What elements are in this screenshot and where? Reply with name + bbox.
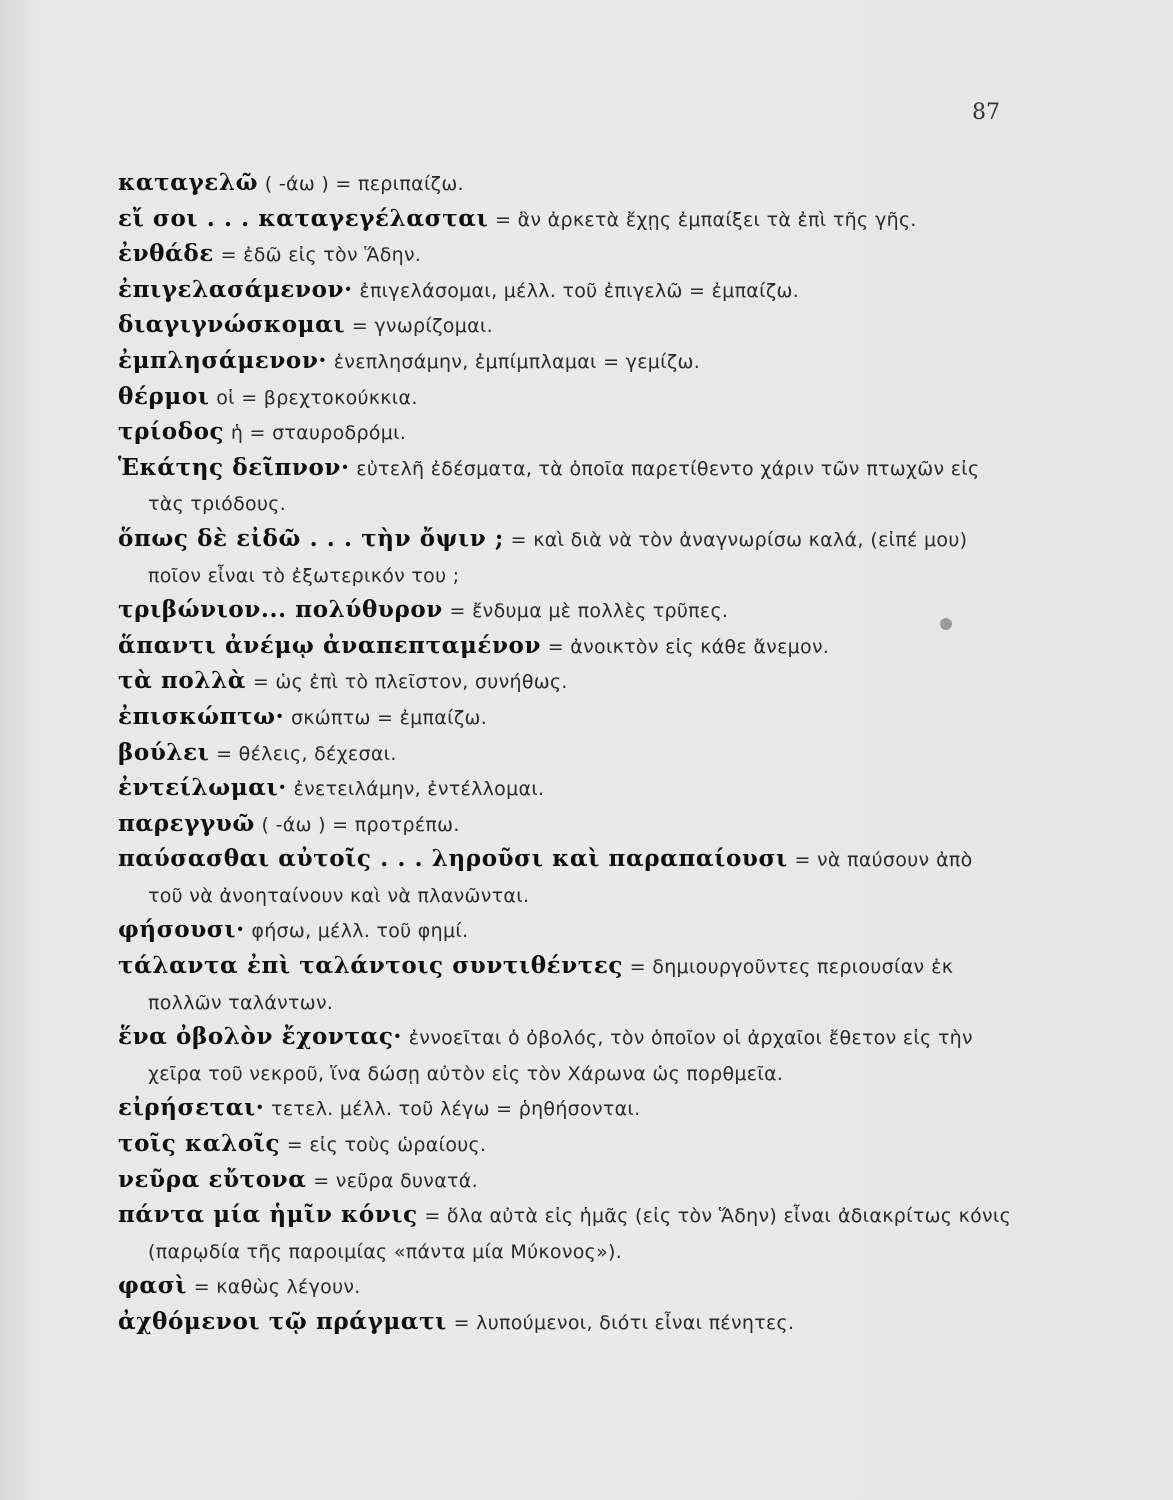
glossary-entry [118,593,1013,629]
glossary-entry [118,1127,1013,1163]
entry-definition: σκώπτω = ἐμπαίζω. [290,706,488,729]
glossary-entry [118,700,1013,736]
entry-term: ἅπαντι ἀνέμῳ ἀναπεπταμένον [118,631,542,659]
glossary-entry [118,380,1013,416]
entry-definition: ἐπιγελάσομαι, μέλλ. τοῦ ἐπιγελῶ = ἐμπαίζω. [359,279,800,302]
entry-term: ἕνα ὀβολὸν ἔχοντας· [118,1023,403,1051]
entry-definition: = γνωρίζομαι. [351,315,493,338]
entry-definition-continued: γῆς. [875,208,917,231]
entry-term: ἀχθόμενοι τῷ πράγματι [118,1308,447,1335]
entry-term: ἐμπλησάμενον· [118,346,328,374]
entry-definition: τετελ. μέλλ. τοῦ λέγω = ῥηθήσονται. [271,1098,641,1121]
entry-term: εἴ σοι . . . καταγεγέλασται [118,204,489,232]
entry-term: τριβώνιον... πολύθυρον [118,596,443,624]
glossary-entry [118,1198,1013,1269]
glossary-entry [118,1020,1013,1091]
glossary-entry [118,273,1013,309]
entry-term: τὰ πολλὰ [118,667,247,695]
entry-definition-continued: ἀπὸ τοῦ νὰ ἀνοηταίνουν καὶ νὰ πλανῶνται. [148,849,973,907]
entry-term: διαγιγνώσκομαι [118,311,346,339]
entry-term: φήσουσι· [118,916,245,944]
glossary-entry [118,736,1013,772]
entry-definition: οἱ = βρεχτοκούκκια. [216,386,418,409]
entry-definition: φήσω, μέλλ. τοῦ φημί. [251,920,469,943]
entry-term: πάντα μία ἡμῖν κόνις [118,1201,418,1229]
entry-term: καταγελῶ [118,169,259,196]
entry-definition: ἐνετειλάμην, ἐντέλλομαι. [293,778,545,801]
entry-definition: = ἂν ἀρκετὰ ἔχῃς ἐμπαίξει τὰ ἐπὶ τῆς [495,208,869,231]
entry-definition: ( -άω ) = προτρέπω. [261,813,460,836]
glossary [118,166,1013,1341]
entry-definition-continued: ἐκ πολλῶν ταλάντων. [148,956,954,1014]
entry-definition: = εἰς τοὺς ὡραίους. [286,1134,487,1157]
entry-definition: = νεῦρα δυνατά. [313,1169,478,1192]
entry-definition: = ἔνδυμα μὲ πολλὲς τρῦπες. [449,600,729,623]
entry-definition: = ὡς ἐπὶ τὸ πλεῖστον, συνήθως. [252,671,568,694]
glossary-entry [118,1269,1013,1305]
entry-definition: = καθὼς λέγουν. [193,1276,361,1299]
glossary-entry [118,415,1013,451]
entry-term: ὅπως δὲ εἰδῶ . . . τὴν ὄψιν ; [118,524,504,552]
entry-term: τοῖς καλοῖς [118,1130,281,1158]
page-number: 87 [972,100,1000,125]
entry-term: τάλαντα ἐπὶ ταλάντοις συντιθέντες [118,952,624,980]
entry-definition: = ὅλα αὐτὰ εἰς ἡμᾶς (εἰς τὸν Ἅδην) εἶναι [424,1205,832,1228]
entry-term: παύσασθαι αὐτοῖς . . . ληροῦσι καὶ παραπαίουσι [118,845,788,873]
entry-term: φασὶ [118,1272,187,1300]
entry-term: ἐπισκώπτω· [118,702,285,730]
entry-term: ἐντείλωμαι· [118,774,287,802]
entry-term: θέρμοι [118,382,210,410]
glossary-entry [118,629,1013,665]
entry-term: ἐπιγελασάμενον· [118,275,353,303]
entry-definition: εὐτελῆ ἐδέσματα, τὰ ὁποῖα παρετίθεντο χάριν τῶν [356,457,860,480]
glossary-entry [118,949,1013,1020]
entry-definition: = ἐδῶ εἰς τὸν Ἅδην. [220,244,422,267]
entry-term: Ἑκάτης δεῖπνον· [118,453,350,481]
entry-definition: = νὰ παύσουν [794,849,930,872]
entry-definition: = καὶ διὰ νὰ τὸν ἀναγνωρίσω καλά, [510,528,864,551]
entry-term: ἐνθάδε [118,240,214,268]
entry-term: παρεγγυῶ [118,809,255,837]
entry-definition-continued: (εἰπέ μου) ποῖον εἶναι τὸ ἐξωτερικόν του ; [148,528,968,587]
entry-definition: ἐννοεῖται ὁ ὀβολός, τὸν ὁποῖον οἱ ἀρχαῖοι [408,1027,823,1050]
entry-definition: = θέλεις, δέχεσαι. [216,742,397,765]
glossary-entry [118,451,1013,522]
entry-term: νεῦρα εὔτονα [118,1165,307,1193]
glossary-entry [118,1305,1013,1341]
glossary-entry [118,166,1013,202]
entry-definition-continued: ἀδιακρίτως κόνις (παρῳδία τῆς παροιμίας «πάντα μία Μύκονος»). [148,1205,1012,1263]
entry-definition: = δημιουργοῦντες περιουσίαν [629,956,925,979]
glossary-entry [118,1091,1013,1127]
entry-definition: ἐνεπλησάμην, ἐμπίμπλαμαι = γεμίζω. [333,350,701,373]
glossary-entry [118,522,1013,593]
entry-definition-continued: ἔθετον εἰς τὴν χεῖρα τοῦ νεκροῦ, ἵνα δώσῃ αὐτὸν εἰς τὸν Χάρωνα ὡς πορθμεῖα. [148,1027,973,1085]
entry-definition: ἡ = σταυροδρόμι. [230,422,407,445]
entry-definition: = λυπούμενοι, διότι εἶναι πένητες. [453,1312,795,1334]
glossary-entry [118,202,1013,238]
glossary-entry [118,807,1013,843]
glossary-entry [118,237,1013,273]
glossary-entry [118,308,1013,344]
glossary-entry [118,913,1013,949]
entry-term: βούλει [118,738,210,766]
glossary-entry [118,771,1013,807]
entry-definition: ( -άω ) = περιπαίζω. [264,173,464,195]
entry-definition: = ἀνοικτὸν εἰς κάθε ἄνεμον. [547,635,830,658]
entry-term: τρίοδος [118,418,225,446]
entry-term: εἰρήσεται· [118,1094,265,1122]
glossary-entry [118,1163,1013,1199]
glossary-entry [118,664,1013,700]
glossary-entry [118,344,1013,380]
entry-definition-continued: πτωχῶν εἰς τὰς τριόδους. [148,457,980,516]
glossary-entry [118,842,1013,913]
